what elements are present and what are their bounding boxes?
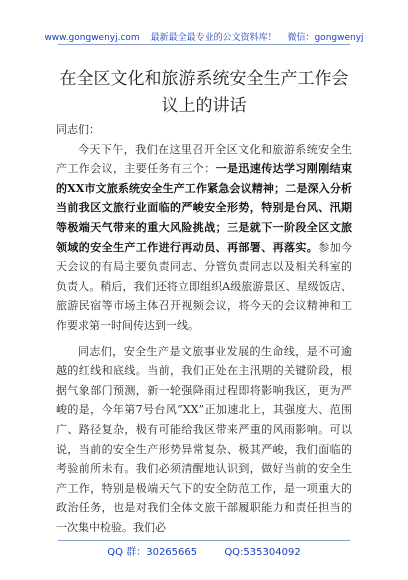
paragraph-1-bold: 一是迅速传达学习刚刚结束的XX市文旅系统安全生产工作紧急会议精神；二是深入分析当前我区文旅行业面临的严峻安全形势，特别是台风、汛期等极端天气带来的重大风险挑战；三是就下一阶段全区文旅领域的安全生产工作进行再动员、再部署、再落实。 <box>56 162 353 254</box>
footer-divider <box>58 540 350 541</box>
footer-qq-group: QQ 群：30265665 <box>107 547 198 558</box>
header-divider <box>58 44 350 45</box>
page-footer <box>0 543 408 558</box>
paragraph-1-rest: 参加今天会议的有局主要负责同志、分管负责同志以及相关科室的负责人。稍后，我们还将立即组织A级旅游景区、星级饭店、旅游民宿等市场主体召开视频会议，将今天的会议精神和工作要求第一时间传达到一线。 <box>56 240 353 332</box>
salutation: 同志们： <box>56 123 100 136</box>
paragraph-1 <box>56 140 352 336</box>
document-body <box>56 120 352 537</box>
paragraph-1-lead: 今天下午，我们在这里召开全区文化和旅游系统安全生产工作会议，主要任务有三个： <box>56 142 352 176</box>
document-title: 在全区文化和旅游系统安全生产工作会议上的讲话 <box>59 69 349 116</box>
paragraph-2: 同志们，安全生产是文旅事业发展的生命线，是不可逾越的红线和底线。当前，我们正处在主汛期的关键阶段，根据气象部门预测，新一轮强降雨过程即将影响我区，更为严峻的是，今年第7号台风“XX”正加速北上，其强度大、范围广、路径复杂，极有可能给我区带来严重的风雨影响。可以说，当前的安全生产形势异常复杂、极其严峻，我们面临的考验前所未有。我们必须清醒地认识到，做好当前的安全生产工作，特别是极端天气下的安全防范工作，是一项重大的政治任务，也是对我们全体文旅干部履职能力和责任担当的一次集中检验。我们必 <box>56 344 352 534</box>
header-wechat: 微信：gongwenyj <box>287 33 364 43</box>
page-header <box>0 30 408 43</box>
header-site-link[interactable]: www.gongwenyj.com <box>44 33 140 43</box>
header-slogan: 最新最全最专业的公文资料库！ <box>150 33 277 43</box>
footer-qq: QQ:535304092 <box>224 547 301 558</box>
